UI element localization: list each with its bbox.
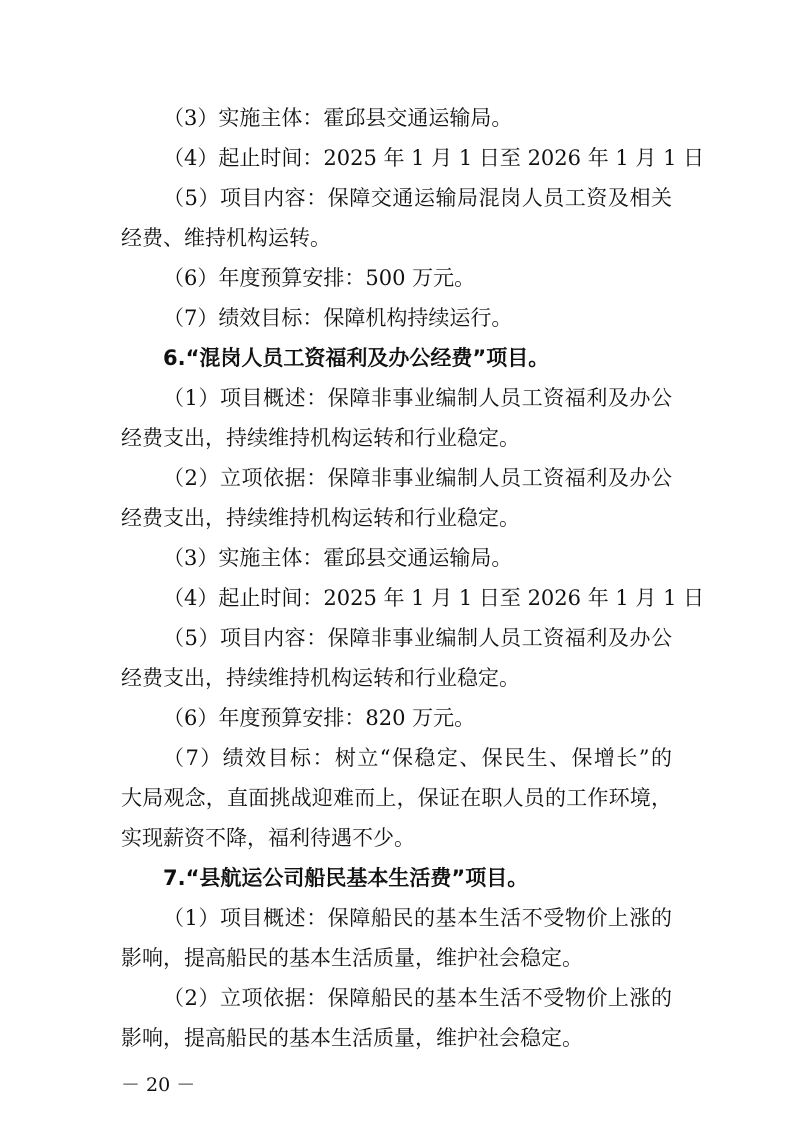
paragraph-line: 经费、维持机构运转。 [121,226,331,250]
paragraph-line: （1）项目概述：保障船民的基本生活不受物价上涨的 [163,906,672,930]
paragraph-line: 实现薪资不降，福利待遇不少。 [121,826,415,850]
paragraph-line: （7）绩效目标：保障机构持续运行。 [163,306,513,330]
paragraph-line: （5）项目内容：保障非事业编制人员工资福利及办公 [163,626,672,650]
section-heading: 6.“混岗人员工资福利及办公经费”项目。 [163,346,550,370]
paragraph-line: （6）年度预算安排：500 万元。 [163,266,476,290]
paragraph-line: 经费支出，持续维持机构运转和行业稳定。 [121,666,520,690]
paragraph-line: （3）实施主体：霍邱县交通运输局。 [163,106,513,130]
paragraph-line: （4）起止时间：2025 年 1 月 1 日至 2026 年 1 月 1 日 [163,586,705,610]
paragraph-line: （2）立项依据：保障船民的基本生活不受物价上涨的 [163,986,672,1010]
paragraph-line: 影响，提高船民的基本生活质量，维护社会稳定。 [121,1026,583,1050]
paragraph-line: （1）项目概述：保障非事业编制人员工资福利及办公 [163,386,672,410]
paragraph-line: 影响，提高船民的基本生活质量，维护社会稳定。 [121,946,583,970]
paragraph-line: （7）绩效目标：树立“保稳定、保民生、保增长”的 [163,746,672,770]
paragraph-line: （6）年度预算安排：820 万元。 [163,706,476,730]
paragraph-line: （2）立项依据：保障非事业编制人员工资福利及办公 [163,466,672,490]
paragraph-line: 大局观念，直面挑战迎难而上，保证在职人员的工作环境， [121,786,672,810]
paragraph-line: 经费支出，持续维持机构运转和行业稳定。 [121,506,520,530]
paragraph-line: （5）项目内容：保障交通运输局混岗人员工资及相关 [163,186,672,210]
section-heading: 7.“县航运公司船民基本生活费”项目。 [163,866,529,890]
paragraph-line: （3）实施主体：霍邱县交通运输局。 [163,546,513,570]
paragraph-line: 经费支出，持续维持机构运转和行业稳定。 [121,426,520,450]
paragraph-line: （4）起止时间：2025 年 1 月 1 日至 2026 年 1 月 1 日 [163,146,705,170]
page-number: － 20 － [121,1074,196,1096]
